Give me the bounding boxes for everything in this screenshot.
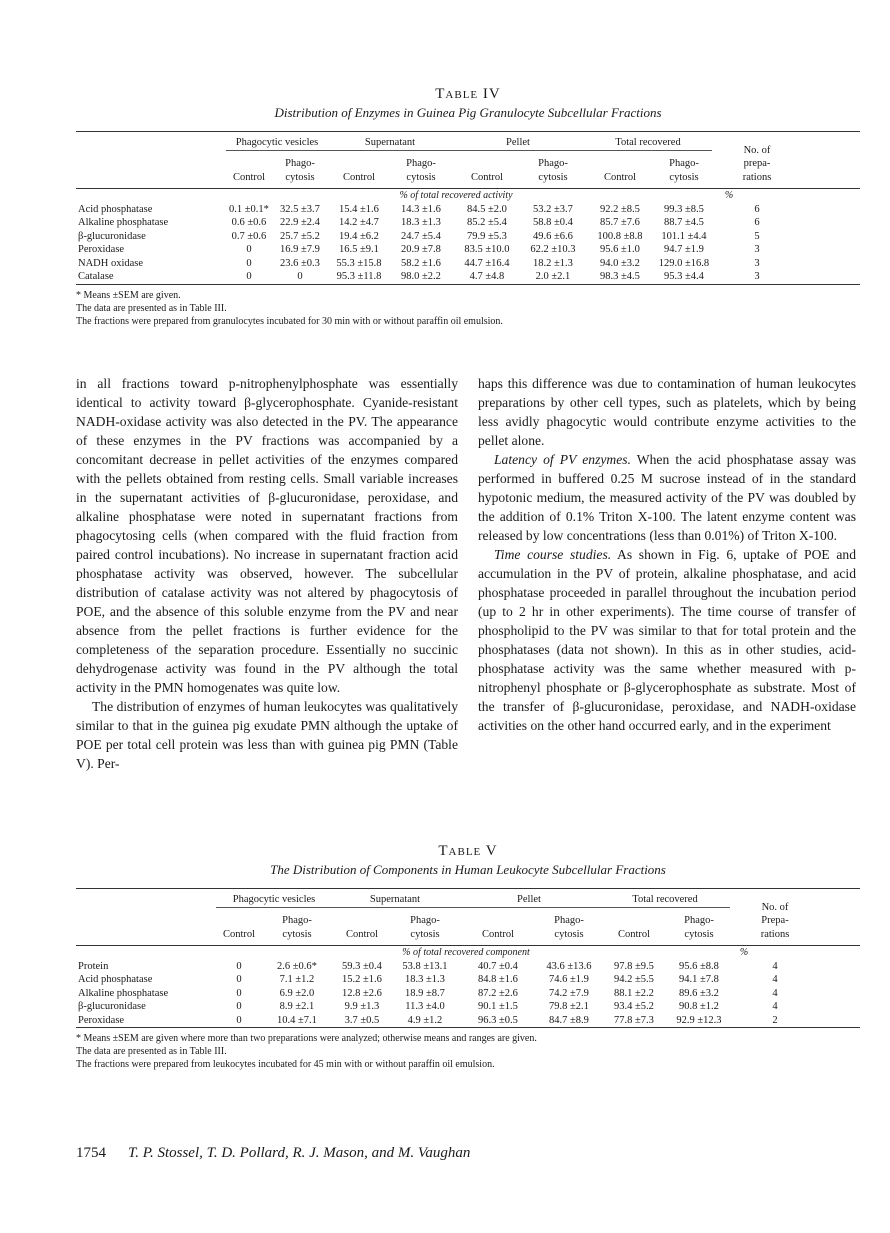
table-5-sub: Phago- cytosis [554,915,584,940]
table-5-block [76,843,860,1071]
table-cell: 5 [754,230,760,242]
table-cell: 129.0 ±16.8 [658,257,710,269]
table-cell: 2.0 ±2.1 [535,271,571,282]
table-5-label: Table V [438,843,498,859]
table-cell: 19.4 ±6.2 [339,230,379,242]
table-cell: 92.9 ±12.3 [676,1014,722,1026]
table-4-title: Distribution of Enzymes in Guinea Pig Granulocyte Subcellular Fractions [274,105,662,120]
right-paragraph: Latency of PV enzymes. When the acid phosphatase assay was performed in buffered 0.25 M sucrose instead of in the standard hypotonic medium, the measured activity of the PV was doubled by the addition of 0.1% Triton X-100. The latent enzyme content was released by low concentrations (less than 0.01%) of Triton X-100. [478,452,856,543]
table-5-sub: Control [617,928,651,940]
table-cell: 0 [246,257,252,269]
table-cell: 94.0 ±3.2 [600,257,640,269]
table-cell: 88.7 ±4.5 [664,217,704,228]
table-cell: 74.2 ±7.9 [549,987,589,999]
row-label: Alkaline phosphatase [78,217,169,228]
table-cell: 4 [772,974,778,985]
table-cell: 93.4 ±5.2 [614,1001,654,1012]
table-5 [76,888,860,1032]
row-label: β-glucuronidase [78,1001,146,1012]
table-cell: 12.8 ±2.6 [342,987,382,999]
table-cell: 6 [754,217,760,228]
table-5-group-header [76,893,860,907]
table-4-sub: Control [232,171,266,183]
table-cell: 0.7 ±0.6 [231,230,267,242]
table-cell: 20.9 ±7.8 [401,244,441,255]
table-cell: 18.9 ±8.7 [405,987,445,999]
table-cell: 49.6 ±6.6 [533,230,573,242]
table-row [76,987,860,1001]
table-row [76,203,860,217]
table-cell: 10.4 ±7.1 [277,1014,317,1026]
table-cell: 7.1 ±1.2 [279,974,315,985]
table-cell: 4 [772,1001,778,1012]
table-4-sub: Phago- cytosis [285,158,315,183]
table-cell: 16.9 ±7.9 [280,244,320,255]
table-4-footnote: * Means ±SEM are given. [76,289,181,301]
table-5-group: Pellet [458,893,600,907]
table-cell: 18.3 ±1.3 [405,974,445,985]
table-cell: 4.7 ±4.8 [469,271,505,282]
table-cell: 98.3 ±4.5 [600,271,640,282]
table-cell: 0 [236,987,242,999]
table-cell: 94.2 ±5.5 [614,974,654,985]
table-row [76,257,860,271]
table-5-sub: Phago- cytosis [684,915,714,940]
table-5-title: The Distribution of Components in Human Leukocyte Subcellular Fractions [270,862,666,877]
table-cell: 0 [236,960,242,972]
table-cell: 15.4 ±1.6 [339,203,379,215]
table-cell: 14.2 ±4.7 [339,217,379,228]
table-cell: 58.2 ±1.6 [401,257,441,269]
table-4-footnote: The data are presented as in Table III. [76,302,227,314]
table-5-unit-row [76,946,860,960]
table-4-sub: Phago- cytosis [538,158,568,183]
left-column [76,374,458,773]
row-label: Protein [78,960,109,972]
table-cell: 18.2 ±1.3 [533,257,573,269]
table-cell: 92.2 ±8.5 [600,203,640,215]
table-5-group: Total recovered [600,893,730,907]
table-cell: 8.9 ±2.1 [279,1001,315,1012]
table-cell: 0 [297,271,303,282]
table-cell: 4 [772,987,778,999]
table-4-group: Phagocytic vesicles [226,136,328,150]
table-cell: 95.3 ±11.8 [336,271,382,282]
table-cell: 85.7 ±7.6 [600,217,640,228]
table-4-group: Pellet [452,136,584,150]
table-cell: 79.9 ±5.3 [467,230,507,242]
author-line: T. P. Stossel, T. D. Pollard, R. J. Mason, and M. Vaughan [128,1145,471,1161]
table-5-preparations-header: No. of Prepa- rations [760,901,790,940]
table-cell: 6 [754,203,760,215]
table-cell: 2 [772,1014,778,1026]
right-column [478,374,856,735]
table-cell: 9.9 ±1.3 [344,1001,380,1012]
table-cell: 79.8 ±2.1 [549,1001,589,1012]
table-cell: 3.7 ±0.5 [344,1014,380,1026]
row-label: Peroxidase [78,244,125,255]
table-4-sub: Control [342,171,376,183]
table-cell: 84.7 ±8.9 [549,1014,589,1026]
table-5-sub: Control [345,928,379,940]
table-4-sub: Control [470,171,504,183]
table-cell: 95.6 ±8.8 [679,960,719,972]
table-row [76,243,860,257]
table-row [76,216,860,230]
table-cell: 0 [236,974,242,985]
table-cell: 0 [246,244,252,255]
table-cell: 3 [754,271,760,282]
table-4-group-header [76,136,860,150]
table-cell: 4.9 ±1.2 [407,1014,443,1026]
run-in-heading: Time course studies. [494,547,612,562]
table-cell: 11.3 ±4.0 [405,1001,445,1012]
table-cell: 6.9 ±2.0 [279,987,315,999]
table-5-sub: Phago- cytosis [282,915,312,940]
table-cell: 3 [754,257,760,269]
right-paragraph: haps this difference was due to contamination of human leukocytes preparations by other cell types, such as platelets, which by being less avidly phagocytic would contribute enzyme activities to the pellet alone. [478,376,856,448]
table-4-unit: % of total recovered activity [399,190,513,201]
table-cell: 4 [772,960,778,972]
page-footer [76,1145,860,1162]
table-cell: 58.8 ±0.4 [533,217,573,228]
table-4-sub: Control [603,171,637,183]
page-number: 1754 [76,1145,106,1161]
table-cell: 3 [754,244,760,255]
table-cell: 84.8 ±1.6 [478,974,518,985]
table-cell: 0.6 ±0.6 [231,217,267,228]
table-cell: 84.5 ±2.0 [467,203,507,215]
table-cell: 0 [246,271,252,282]
row-label: NADH oxidase [78,257,144,269]
table-cell: 53.2 ±3.7 [533,203,573,215]
table-row [76,1014,860,1028]
table-cell: 53.8 ±13.1 [402,960,448,972]
table-cell: 24.7 ±5.4 [401,230,441,242]
table-5-group: Phagocytic vesicles [216,893,332,907]
table-cell: 77.8 ±7.3 [614,1014,654,1026]
table-cell: 95.3 ±4.4 [664,271,704,282]
table-5-sub: Control [222,928,256,940]
table-4-group: Total recovered [584,136,712,150]
table-cell: 23.6 ±0.3 [280,257,320,269]
table-5-group: Supernatant [332,893,458,907]
table-cell: 22.9 ±2.4 [280,217,320,228]
table-cell: 32.5 ±3.7 [280,203,320,215]
table-cell: 25.7 ±5.2 [280,230,320,242]
table-cell: 62.2 ±10.3 [530,244,576,255]
table-5-unit: % of total recovered component [402,947,530,958]
table-cell: 88.1 ±2.2 [614,987,654,999]
table-cell: 43.6 ±13.6 [546,960,592,972]
table-5-sub: Phago- cytosis [410,915,440,940]
table-cell: 94.7 ±1.9 [664,244,704,255]
row-label: Alkaline phosphatase [78,987,169,999]
table-cell: 2.6 ±0.6* [277,960,317,972]
table-cell: 74.6 ±1.9 [549,974,589,985]
row-label: Acid phosphatase [78,203,153,215]
table-row [76,230,860,244]
table-4-unit-row [76,189,860,203]
table-cell: 89.6 ±3.2 [679,987,719,999]
table-cell: 90.8 ±1.2 [679,1001,719,1012]
table-5-footnotes [76,1032,860,1071]
table-4-unit-pct: % [724,190,734,201]
table-5-unit-pct: % [739,947,749,958]
row-label: Catalase [78,271,114,282]
row-label: Peroxidase [78,1014,125,1026]
table-cell: 90.1 ±1.5 [478,1001,518,1012]
table-4-group: Supernatant [328,136,452,150]
table-4-footnotes [76,289,860,328]
table-cell: 18.3 ±1.3 [401,217,441,228]
table-5-footnote: * Means ±SEM are given where more than two preparations were analyzed; otherwise means and ranges are given. [76,1033,537,1044]
table-cell: 96.3 ±0.5 [478,1014,518,1026]
table-row [76,1000,860,1014]
right-paragraph: Time course studies. As shown in Fig. 6, uptake of POE and accumulation in the PV of protein, alkaline phosphatase, and acid phosphatase proceeded in parallel throughout the incubation period (up to 2 hr in other experiments). The time course of transfer of phospholipid to the PV was similar to that for total protein and the phosphatases (data not shown). In this as in other studies, acid-phosphatase activity was the same whether measured with p-nitrophenyl phosphate or β-glycerophosphate as substrate. Most of the transfer of β-glucuronidase, peroxidase, and NADH-oxidase activities on the other hand occurred early, and in the experiment [478,547,856,733]
table-cell: 14.3 ±1.6 [401,203,441,215]
table-cell: 0 [236,1014,242,1026]
table-cell: 0 [236,1001,242,1012]
table-cell: 44.7 ±16.4 [464,257,510,269]
row-label: Acid phosphatase [78,974,153,985]
table-5-sub: Control [481,928,515,940]
table-5-footnote: The data are presented as in Table III. [76,1046,227,1057]
table-4-sub: Phago- cytosis [669,158,699,183]
row-label: β-glucuronidase [78,230,146,242]
table-cell: 16.5 ±9.1 [339,244,379,255]
table-cell: 85.2 ±5.4 [467,217,507,228]
table-cell: 99.3 ±8.5 [664,203,704,215]
table-cell: 94.1 ±7.8 [679,974,719,985]
table-cell: 83.5 ±10.0 [464,244,510,255]
left-paragraph: in all fractions toward p-nitrophenylphosphate was essentially identical to activity toward β-glycerophosphate. Cyanide-resistant NADH-oxidase activity was also detected in the PV. The appearance of these enzymes in the PV fractions was accompanied by a concomitant decrease in pellet activities of the enzymes compared with the pellets obtained from resting cells. Small variable increases in the supernatant activities of β-glucuronidase, peroxidase, and alkaline phosphatase were noted in supernatant fractions from phagocytosing cells (when compared with the fluid fraction from paired control incubations). No increase in supernatant fraction acid phosphatase activity was observed, however. The subcellular distribution of catalase activity was not altered by phagocytosis of POE, and the absence of this soluble enzyme from the PV and near absence from the pellet fractions is further evidence for the completeness of the separation procedure. Essentially no succinic dehydrogenase activity was found in the PV although the total activity in the PMN homogenates was quite low. [76,376,458,695]
table-cell: 100.8 ±8.8 [597,230,643,242]
table-cell: 98.0 ±2.2 [401,271,441,282]
table-row [76,960,860,974]
table-4-block [76,86,860,328]
table-cell: 87.2 ±2.6 [478,987,518,999]
table-cell: 55.3 ±15.8 [336,257,382,269]
table-cell: 15.2 ±1.6 [342,974,382,985]
table-4-footnote: The fractions were prepared from granulocytes incubated for 30 min with or without paraffin oil emulsion. [76,315,503,327]
table-row [76,270,860,284]
run-in-heading: Latency of PV enzymes. [494,452,631,467]
table-cell: 97.8 ±9.5 [614,960,654,972]
table-4-sub: Phago- cytosis [406,158,436,183]
table-5-footnote: The fractions were prepared from leukocytes incubated for 45 min with or without paraffin oil emulsion. [76,1059,495,1070]
table-cell: 59.3 ±0.4 [342,960,382,972]
table-4-label: Table IV [435,86,501,102]
table-4 [76,131,860,289]
table-row [76,973,860,987]
table-4-preparations-header: No. of prepa- rations [742,144,772,183]
table-cell: 101.1 ±4.4 [661,230,707,242]
left-paragraph: The distribution of enzymes of human leukocytes was qualitatively similar to that in the guinea pig exudate PMN although the uptake of POE per total cell protein was less than with guinea pig PMN (Table V). Per- [76,699,458,771]
table-cell: 40.7 ±0.4 [478,960,518,972]
table-cell: 0.1 ±0.1* [229,203,269,215]
table-cell: 95.6 ±1.0 [600,244,640,255]
